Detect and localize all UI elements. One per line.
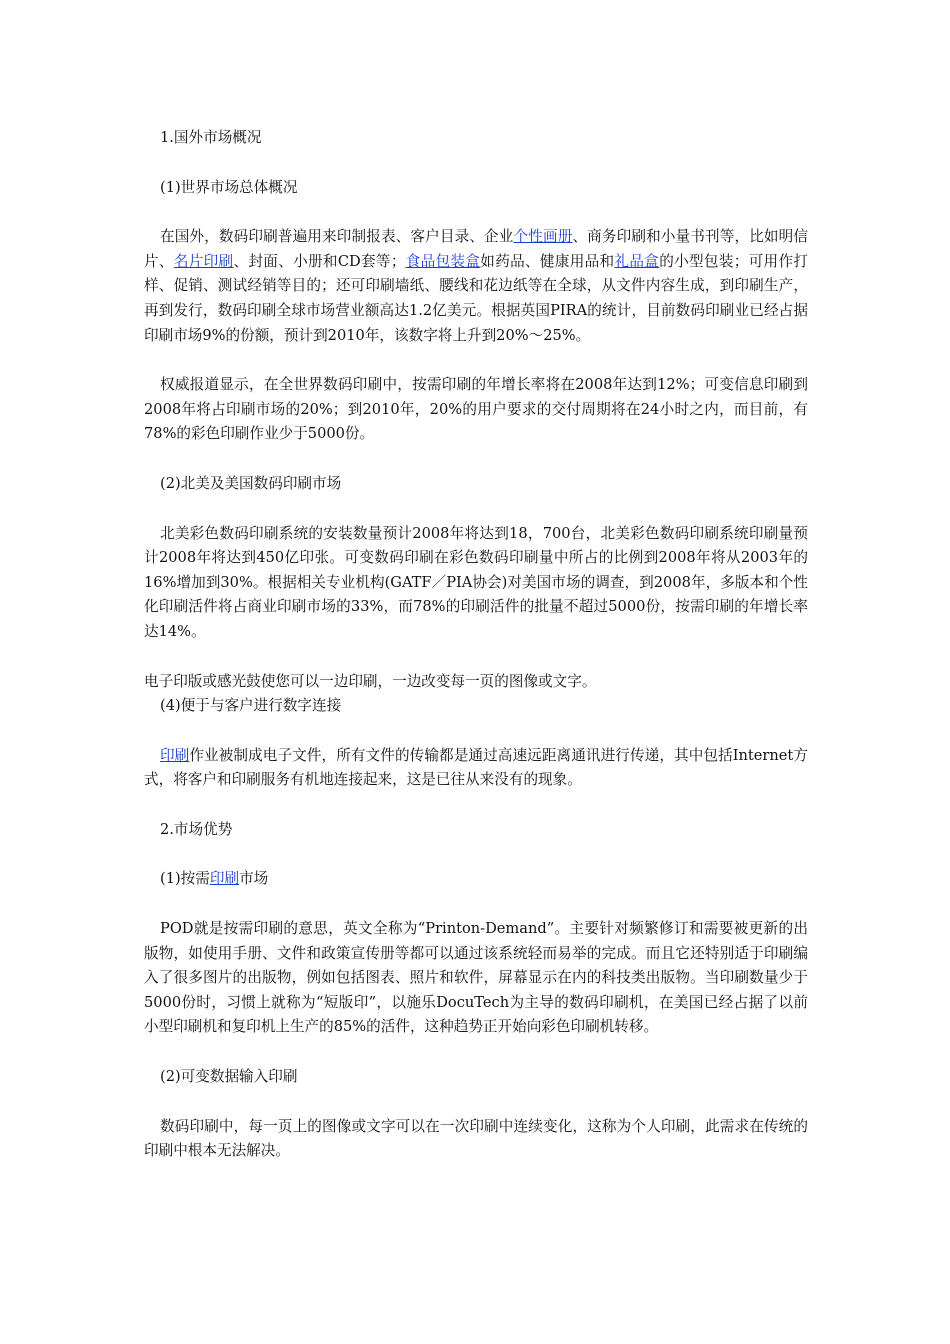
- link-gift-box[interactable]: 礼品盒: [614, 252, 660, 270]
- paragraph-world-market: [144, 225, 808, 348]
- section-heading-overseas-market: 1.国外市场概况: [160, 129, 262, 146]
- paragraph-variable-data: 数码印刷中，每一页上的图像或文字可以在一次印刷中连续变化，这称为个人印刷，此需求在传统的印刷中根本无法解决。: [144, 1117, 808, 1160]
- text-run: 如药品、健康用品和: [480, 252, 615, 270]
- subheading-on-demand-printing: [144, 867, 808, 892]
- subheading-world-market: (1)世界市场总体概况: [160, 178, 298, 196]
- text-run: 的小型包装；可用作打样、促销、测试经销等目的；还可印刷墙纸、腰线和花边纸等在全球，从文件内容生成，到印刷生产，再到发行，数码印刷全球市场营业额高达1.2亿美元。根据英国PIRA的统计，目前数码印刷业已经占据印刷市场9%的份额，预计到2010年，该数字将上升到20%～25%。: [144, 252, 808, 344]
- link-printing[interactable]: 印刷: [160, 746, 190, 764]
- paragraph-pod: POD就是按需印刷的意思，英文全称为“Printon-Demand”。主要针对频繁修订和需要被更新的出版物，如使用手册、文件和政策宣传册等都可以通过该系统轻而易举的完成。而且它还特别适于印刷编入了很多图片的出版物，例如包括图表、照片和软件，屏幕显示在内的科技类出版物。当印刷数量少于5000份时，习惯上就称为“短版印”，以施乐DocuTech为主导的数码印刷机，在美国已经占据了以前小型印刷机和复印机上生产的85%的活件，这种趋势正开始向彩色印刷机转移。: [144, 920, 808, 1036]
- link-printing-heading[interactable]: 印刷: [209, 870, 240, 888]
- text-run: 作业被制成电子文件，所有文件的传输都是通过高速远距离通讯进行传递，其中包括Internet方式，将客户和印刷服务有机地连接起来，这是已往从来没有的现象。: [144, 746, 808, 789]
- subheading-variable-data: (2)可变数据输入印刷: [160, 1068, 298, 1086]
- paragraph-digital-connection: [144, 744, 808, 793]
- text-run: (1)按需: [160, 870, 210, 888]
- text-run: 、封面、小册和CD套等；: [233, 252, 406, 270]
- text-run: 、商务印刷和小量书刊等，比如明信片、: [144, 228, 808, 270]
- paragraph-authority-report: 权威报道显示，在全世界数码印刷中，按需印刷的年增长率将在2008年达到12%；可变信息印刷到2008年将占印刷市场的20%；到2010年，20%的用户要求的交付周期将在24小时之内，而目前，有78%的彩色印刷作业少于5000份。: [144, 376, 808, 443]
- link-food-packaging-box[interactable]: 食品包装盒: [405, 252, 481, 270]
- text-run: 市场: [239, 870, 269, 888]
- paragraph-north-america: 北美彩色数码印刷系统的安装数量预计2008年将达到18，700台，北美彩色数码印刷系统印刷量预计2008年将达到450亿印张。可变数码印刷在彩色数码印刷量中所占的比例到2008年将从2003年的16%增加到30%。根据相关专业机构(GATF／PIA协会)对美国市场的调查，到2008年，多版本和个性化印刷活件将占商业印刷市场的33%，而78%的印刷活件的批量不超过5000份，按需印刷的年增长率达14%。: [144, 524, 808, 640]
- link-business-card-printing[interactable]: 名片印刷: [173, 252, 234, 270]
- section-heading-market-advantage: 2.市场优势: [160, 820, 233, 838]
- subheading-north-america-market: (2)北美及美国数码印刷市场: [160, 474, 342, 492]
- document-body: [144, 126, 808, 1189]
- link-personal-album[interactable]: 个性画册: [513, 228, 573, 246]
- subheading-digital-connection: (4)便于与客户进行数字连接: [160, 697, 342, 715]
- paragraph-electronic-plate: 电子印版或感光鼓使您可以一边印刷，一边改变每一页的图像或文字。: [144, 672, 597, 690]
- text-run: 在国外，数码印刷普遍用来印制报表、客户目录、企业: [160, 228, 514, 246]
